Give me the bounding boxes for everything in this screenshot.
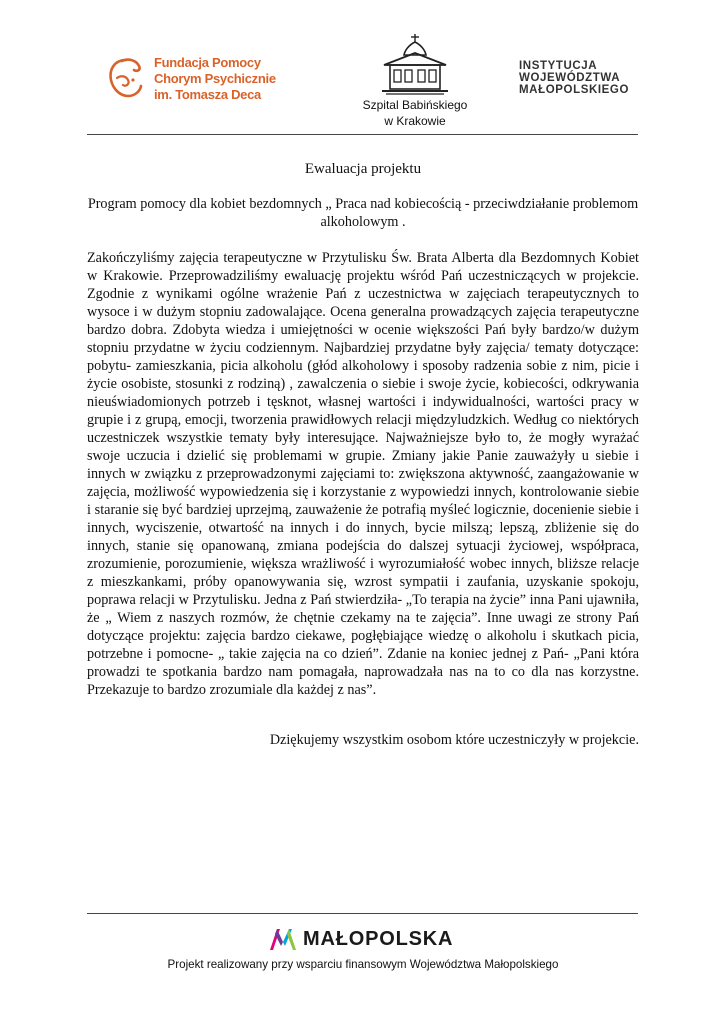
hospital-name-line-2: w Krakowie — [384, 114, 446, 128]
foundation-name-line-2: Chorym Psychicznie — [154, 71, 276, 86]
institution-line-2: WOJEWÓDZTWA — [519, 72, 621, 84]
foundation-name-line-1: Fundacja Pomocy — [154, 55, 261, 70]
institution-logo — [519, 60, 629, 96]
foundation-name-line-3: im. Tomasza Deca — [154, 87, 261, 102]
hospital-building-icon — [380, 33, 450, 95]
foundation-logo — [104, 52, 276, 108]
footer-divider — [87, 913, 638, 914]
funding-note: Projekt realizowany przy wsparciu finansowym Województwa Małopolskiego — [167, 958, 559, 971]
document-body: Zakończyliśmy zajęcia terapeutyczne w Przytulisku Św. Brata Alberta dla Bezdomnych Kobiet w Krakowie. Przeprowadziliśmy ewaluację projektu wśród Pań uczestniczących w projekcie. Zgodnie z wynikami ogólne wrażenie Pań z uczestnictwa w zajęciach terapeutycznych to wysoce i w dużym stopniu zadowalające. Ocena generalna prowadzących zajęcia terapeutyczne bardzo dobra. Zdobyta wiedza i umiejętności w ocenie większości Pań były bardzo/w dużym stopniu przydatne w życiu codziennym. Najbardziej przydatne były zajęcia/ tematy dotyczące: pobytu- zamieszkania, picia alkoholu (głód alkoholowy i sposoby radzenia sobie z nim, picie i życie osobiste, stosunki z rodziną) , zawalczenia o siebie i swoje życie, kobiecości, odkrywania nieuświadomionych potrzeb i tęsknot, własnej wartości i indywidualności, wartości pracy w grupie i z grupą, emocji, tworzenia prawidłowych relacji międzyludzkich. Według co niektórych uczestniczek wszystkie tematy były interesujące. Najważniejsze było to, że mogły wyrażać swoje uczucia i dzielić się problemami w grupie. Zmiany jakie Panie zauważyły u siebie i innych w związku z przeprowadzonymi zajęciami to: zwiększona aktywność, zaangażowanie w zajęcia, możliwość wypowiedzenia się i korzystanie z wypowiedzi innych, kontrolowanie siebie i staranie się być bardziej uprzejmą, zauważenie że potrafią myśleć logicznie, docenienie siebie i innych, wyciszenie, otwartość na innych i do innych, bycie milszą; lepszą, zbliżenie się do innych, stanie się opanowaną, zmiana podejścia do dalszej sytuacji życiowej, współpraca, zrozumienie, porozumienie, większa wrażliwość i wyrozumiałość wobec innych, bliższe relacje z mieszkankami, próby opanowywania się, wzrost sympatii i zaufania, uzyskanie spokoju, poprawa relacji w Przytulisku. Jedna z Pań stwierdziła- „To terapia na życie” inna Pani ujawniła, że „ Wiem z naszych rozmów, że chętnie czekamy na te zajęcia”. Inne uwagi ze strony Pań dotyczące projektu: zajęcia bardzo ciekawe, pogłębiające wiedzę o alkoholu i skutkach picia, potrzebne i pomocne- „ takie zajęcia na co dzień”. Zdanie na koniec jednej z Pań- „Pani która prowadzi te spotkania bardzo nam pomagała, naprowadzała nas na to co dla nas korzystne. Przekazuje to bardzo zrozumiale dla każdej z nas”. — [87, 250, 639, 698]
hospital-logo — [355, 33, 475, 133]
institution-line-1: INSTYTUCJA — [519, 60, 598, 72]
institution-line-3: MAŁOPOLSKIEGO — [519, 84, 630, 96]
document-subtitle: Program pomocy dla kobiet bezdomnych „ Praca nad kobiecością - przeciwdziałanie problemom alkoholowym . — [87, 196, 639, 230]
malopolska-wordmark: MAŁOPOLSKA — [303, 927, 454, 950]
hospital-name-line-1: Szpital Babińskiego — [362, 98, 468, 112]
document-title: Ewaluacja projektu — [304, 161, 422, 177]
malopolska-logo — [268, 924, 453, 954]
profile-head-icon — [104, 56, 148, 100]
header-divider — [87, 134, 638, 135]
malopolska-m-icon — [268, 926, 298, 952]
thanks-note: Dziękujemy wszystkim osobom które uczestniczyły w projekcie. — [269, 732, 639, 748]
document-content — [87, 160, 639, 699]
